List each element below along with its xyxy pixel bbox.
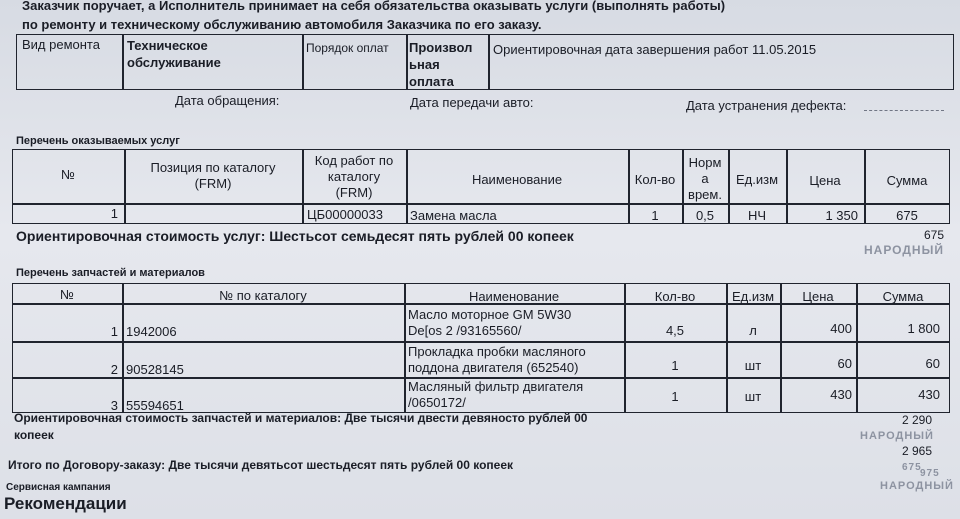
parts-title: Перечень запчастей и материалов: [16, 267, 205, 279]
parts-row-2-sum: 60: [925, 356, 940, 371]
payment-order-label: Порядок оплат: [306, 41, 389, 55]
services-row-price: 1 350: [825, 208, 858, 223]
services-header-code-2: каталогу: [327, 169, 381, 184]
parts-row-1-name-1: Масло моторное GM 5W30: [408, 307, 572, 322]
stamp-text-3: НАРОДНЫЙ: [880, 480, 954, 492]
parts-row-1-name-2: De[os 2 /93165560/: [408, 323, 522, 338]
parts-row-2-name-1: Прокладка пробки масляного: [408, 344, 586, 359]
parts-row-1-unit: л: [749, 323, 757, 338]
parts-row-3-sum: 430: [918, 387, 940, 402]
services-header-code-1: Код работ по: [314, 153, 394, 168]
services-header-unit: Ед.изм: [735, 172, 779, 187]
payment-order-value-2: ьная: [409, 57, 440, 72]
parts-row-3-num: 3: [110, 398, 118, 413]
repair-type-value-2: обслуживание: [127, 55, 221, 70]
payment-order-value-3: оплата: [409, 74, 454, 89]
parts-row-3-name-2: /0650172/: [408, 395, 466, 410]
fix-date: Дата устранения дефекта:: [686, 98, 847, 113]
services-header-norm-1: Норм: [688, 155, 722, 170]
parts-row-2-catalog: 90528145: [126, 362, 184, 377]
parts-row-2-qty: 1: [671, 358, 679, 373]
services-header-catalog-2: (FRM): [194, 176, 232, 191]
services-header-norm-2: а: [701, 171, 709, 186]
services-title: Перечень оказываемых услуг: [16, 135, 180, 147]
parts-row-2-name-2: поддона двигателя (652540): [408, 360, 579, 375]
parts-row-3-unit: шт: [744, 389, 762, 404]
parts-header-price: Цена: [802, 289, 834, 304]
parts-row-3-name-1: Масляный фильтр двигателя: [408, 379, 584, 394]
handover-date: Дата передачи авто:: [410, 95, 534, 110]
parts-row-3-qty: 1: [671, 389, 679, 404]
parts-row-1-sum: 1 800: [907, 321, 940, 336]
services-header-sum: Сумма: [886, 173, 928, 188]
parts-total-text-1: Ориентировочная стоимость запчастей и материалов: Две тысячи двести девяносто рублей 00: [14, 411, 588, 425]
parts-row-1-price: 400: [830, 321, 852, 336]
grand-total-text: Итого по Договору-заказу: Две тысячи девятьсот шестьдесят пять рублей 00 копеек: [8, 458, 514, 472]
parts-header-catalog: № по каталогу: [219, 288, 307, 303]
payment-order-value-1: Произвол: [409, 40, 473, 55]
services-header-num: №: [61, 167, 75, 182]
services-header-catalog-1: Позиция по каталогу: [150, 160, 276, 175]
parts-row-2-price: 60: [837, 356, 852, 371]
services-header-qty: Кол-во: [634, 172, 676, 187]
completion-date: Ориентировочная дата завершения работ 11.05.2015: [493, 42, 817, 57]
services-row-norm: 0,5: [695, 208, 715, 223]
parts-total-text-2: копеек: [14, 428, 54, 442]
parts-row-2-num: 2: [110, 362, 118, 377]
services-row-code: ЦБ00000033: [307, 207, 383, 222]
parts-header-name: Наименование: [468, 289, 560, 304]
fix-date-underline: [864, 110, 944, 111]
stamp-text-2: НАРОДНЫЙ: [860, 430, 934, 442]
services-header-name: Наименование: [471, 172, 563, 187]
stamp-text-1: НАРОДНЫЙ: [864, 243, 944, 257]
service-campaign-label: Сервисная кампания: [6, 482, 111, 493]
services-row-name: Замена масла: [410, 208, 497, 223]
services-header-code-3: (FRM): [335, 185, 373, 200]
parts-row-1-num: 1: [110, 324, 118, 339]
intro-line-1: Заказчик поручает, а Исполнитель принимает на себя обязательства оказывать услуги (выполнять работы): [22, 0, 726, 13]
parts-row-3-price: 430: [830, 387, 852, 402]
repair-type-label: Вид ремонта: [22, 37, 100, 52]
services-header-price: Цена: [809, 173, 841, 188]
parts-row-1-catalog: 1942006: [126, 324, 177, 339]
request-date: Дата обращения:: [175, 93, 280, 108]
parts-row-3-catalog: 55594651: [126, 398, 184, 413]
services-total-value: 675: [924, 228, 945, 242]
parts-row-1-qty: 4,5: [665, 323, 685, 338]
parts-header-unit: Ед.изм: [731, 289, 775, 304]
services-row-num: 1: [110, 206, 118, 221]
parts-header-qty: Кол-во: [654, 289, 696, 304]
parts-header-num: №: [60, 287, 74, 302]
intro-line-2: по ремонту и техническому обслуживанию автомобиля Заказчика по его заказу.: [22, 17, 542, 32]
services-row-qty: 1: [651, 208, 659, 223]
grand-total-value: 2 965: [902, 444, 933, 458]
recommendations-heading: Рекомендации: [4, 494, 127, 513]
parts-header-sum: Сумма: [882, 289, 924, 304]
stamp-partial-1: 675: [902, 462, 922, 473]
services-row-unit: НЧ: [747, 208, 767, 223]
parts-row-2-unit: шт: [744, 358, 762, 373]
services-total-text: Ориентировочная стоимость услуг: Шестьсот семьдесят пять рублей 00 копеек: [16, 228, 574, 244]
services-header-norm-3: врем.: [688, 187, 722, 202]
stamp-partial-2: 975: [920, 468, 940, 479]
services-row-sum: 675: [896, 208, 918, 223]
repair-type-value-1: Техническое: [127, 38, 208, 53]
parts-total-value: 2 290: [902, 413, 933, 427]
